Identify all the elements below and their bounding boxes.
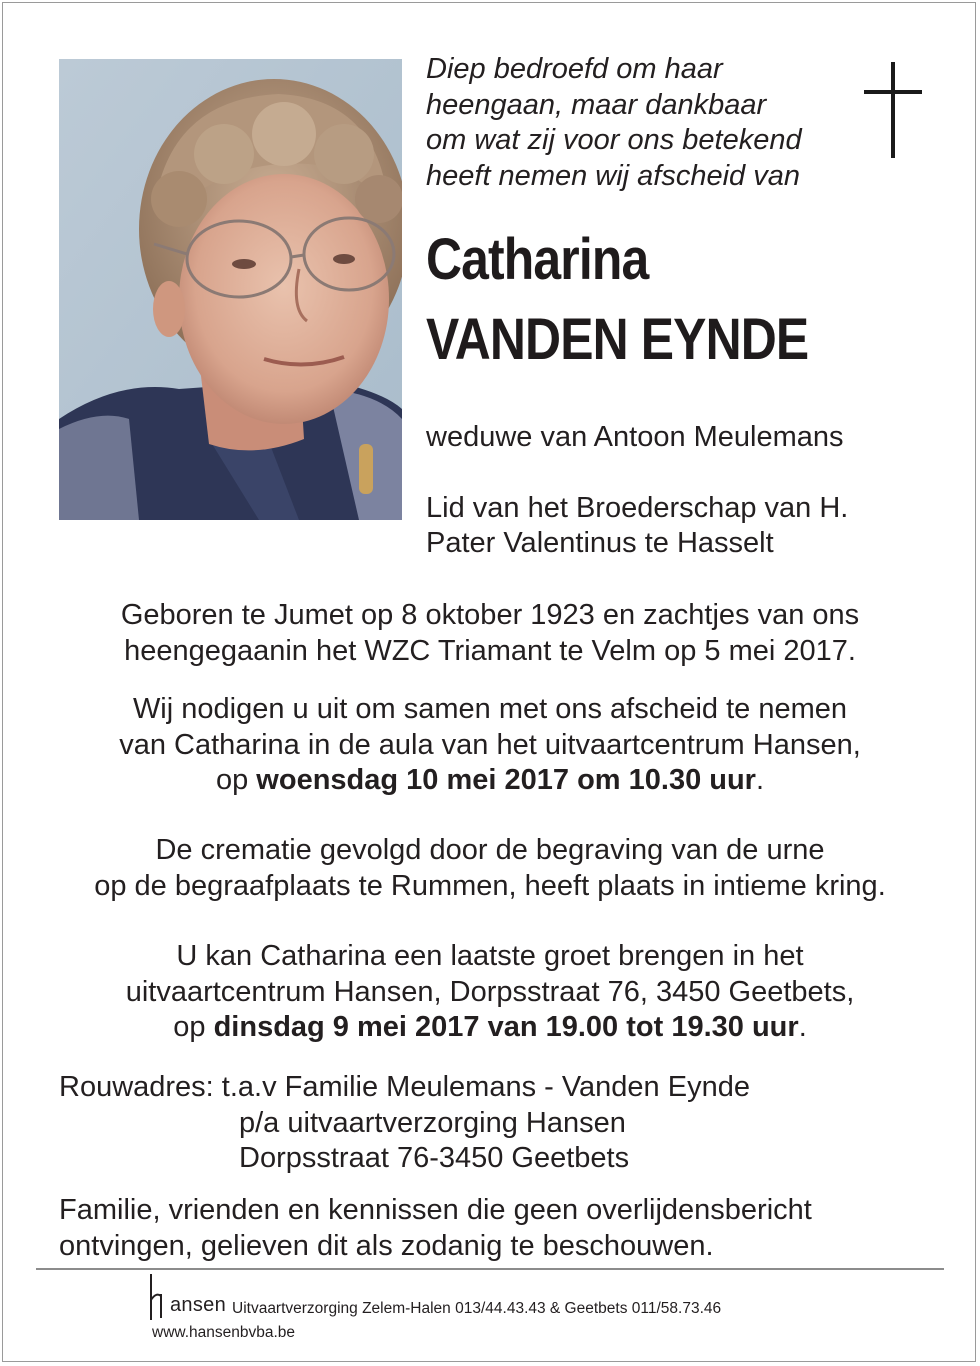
intro-line: om wat zij voor ons betekend [426,124,802,156]
paragraph-line: U kan Catharina een laatste groet brengen in het [176,940,804,972]
paragraph-line: van Catharina in de aula van het uitvaartcentrum Hansen, [119,728,861,761]
funeral-paragraph [0,692,980,799]
visitation-paragraph [0,939,980,1046]
footer-contact: Uitvaartverzorging Zelem-Halen 013/44.43.43 & Geetbets 011/58.73.46 [232,1300,722,1317]
paragraph-line: uitvaartcentrum Hansen, Dorpsstraat 76, 3450 Geetbets, [125,975,855,1008]
paragraph-line [0,763,980,799]
intro-text [426,52,802,194]
funeral-prefix: op [215,764,257,796]
notice-paragraph [59,1193,812,1264]
footer-website-link[interactable]: www.hansenbvba.be [152,1324,296,1341]
paragraph-line: ontvingen, gelieven dit als zodanig te beschouwen. [59,1229,714,1262]
funeral-suffix: . [755,764,765,796]
membership-line: Pater Valentinus te Hasselt [426,527,774,559]
intro-line: Diep bedroefd om haar [426,53,723,85]
latin-cross-icon [864,62,922,158]
visit-suffix: . [798,1011,807,1043]
footer-divider [36,1268,944,1270]
address-line: Dorpsstraat 76-3450 Geetbets [239,1142,630,1174]
paragraph-line: De crematie gevolgd door de begraving van de urne [155,834,825,866]
address-line: p/a uitvaartverzorging Hansen [239,1106,626,1139]
portrait-photo [59,59,402,520]
paragraph-line: Wij nodigen u uit om samen met ons afscheid te nemen [132,693,848,725]
paragraph-line: op de begraafplaats te Rummen, heeft plaats in intieme kring. [94,869,886,902]
first-name: Catharina [426,227,649,292]
visit-datetime: dinsdag 9 mei 2017 van 19.00 tot 19.30 uur [213,1011,799,1043]
paragraph-line [0,1010,980,1046]
hansen-logo [146,1274,168,1320]
widow-line: weduwe van Antoon Meulemans [426,421,844,453]
membership-line: Lid van het Broederschap van H. [426,492,849,524]
last-name: VANDEN EYNDE [426,307,809,372]
address-line: Rouwadres: t.a.v Familie Meulemans - Vanden Eynde [59,1071,750,1103]
paragraph-line: Familie, vrienden en kennissen die geen overlijdensbericht [59,1194,812,1226]
intro-line: heengaan, maar dankbaar [426,88,767,121]
footer-brand: ansen [170,1294,226,1316]
paragraph-line: Geboren te Jumet op 8 oktober 1923 en zachtjes van ons [120,599,860,631]
mourning-address [59,1070,750,1177]
intro-line: heeft nemen wij afscheid van [426,159,800,192]
paragraph-line: heengegaanin het WZC Triamant te Velm op 5 mei 2017. [124,634,856,667]
funeral-datetime: woensdag 10 mei 2017 om 10.30 uur [256,764,756,796]
birth-death-paragraph [0,598,980,669]
visit-prefix: op [173,1011,214,1043]
cremation-paragraph [0,833,980,904]
